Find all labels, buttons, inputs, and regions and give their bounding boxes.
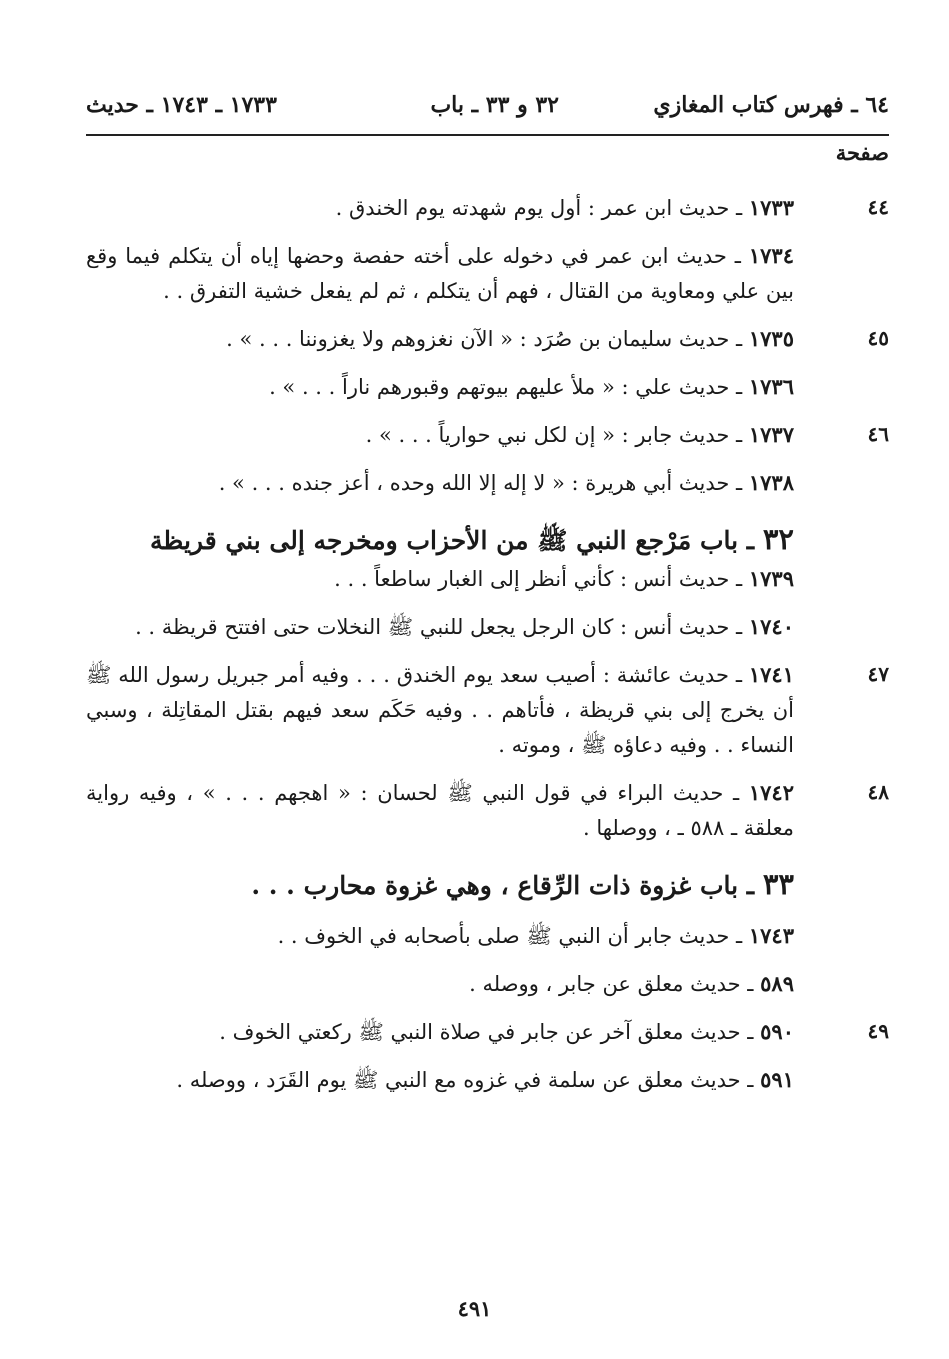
- page-column-label: صفحة: [835, 140, 889, 165]
- section-heading-33: [86, 864, 889, 906]
- entry-number: ١٧٣٨: [748, 470, 794, 495]
- entry-number: ٥٩١: [760, 1067, 794, 1092]
- index-entry: [86, 775, 889, 846]
- index-entry: [86, 966, 889, 1002]
- section-word: ـ باب: [699, 871, 755, 900]
- index-entry: [86, 609, 889, 645]
- entry-text: ـ حديث سليمان بن صُرَد : « الآن نغزوهم ولا يغزوننا . . . » .: [226, 327, 743, 351]
- entry-text: ـ حديث أنس : كان الرجل يجعل للنبي ﷺ النخلات حتى افتتح قريظة . .: [135, 615, 743, 639]
- entry-page: ٤٥: [867, 326, 889, 350]
- entry-text: ـ حديث ابن عمر في دخوله على أخته حفصة وحضها إياه أن يتكلم فيما وقع بين علي ومعاوية من القتال ، فهم أن يتكلم ، ثم لم يفعل خشية التفرق . .: [86, 244, 794, 303]
- entry-page: ٤٤: [867, 195, 889, 219]
- index-entry: [86, 1014, 889, 1050]
- entry-text: ـ حديث معلق عن سلمة في غزوه مع النبي ﷺ يوم القَرَد ، ووصله .: [176, 1068, 754, 1092]
- entry-text: ـ حديث أنس : كأني أنظر إلى الغبار ساطعاً . . .: [334, 567, 743, 591]
- entry-number: ١٧٣٧: [748, 422, 794, 447]
- entry-number: ١٧٣٦: [748, 374, 794, 399]
- entry-page: ٤٧: [867, 662, 889, 686]
- entry-text: ـ حديث البراء في قول النبي ﷺ لحسان : « اهجهم . . . » ، وفيه رواية معلقة ـ ٥٨٨ ـ ، ووصلها .: [86, 781, 794, 840]
- entry-text: ـ حديث جابر أن النبي ﷺ صلى بأصحابه في الخوف . .: [277, 924, 743, 948]
- index-entry: [86, 190, 889, 226]
- entry-number: ١٧٣٥: [748, 326, 794, 351]
- entry-number: ١٧٣٩: [748, 566, 794, 591]
- section-title: غزوة ذات الرِّقاع ، وهي غزوة محارب . . .: [251, 871, 692, 900]
- index-entry: [86, 918, 889, 954]
- index-entry: [86, 238, 889, 309]
- entry-page: ٤٦: [867, 422, 889, 446]
- entry-number: ١٧٤٣: [748, 923, 794, 948]
- running-header: [86, 92, 889, 128]
- section-number: ٣٣: [762, 867, 794, 901]
- entry-number: ١٧٤١: [748, 662, 794, 687]
- entry-text: ـ حديث أبي هريرة : « لا إله إلا الله وحده ، أعز جنده . . . » .: [218, 471, 743, 495]
- page-number: ٤٩١: [457, 1296, 492, 1321]
- entry-text: ـ حديث عائشة : أصيب سعد يوم الخندق . . . وفيه أمر جبريل رسول الله ﷺ أن يخرج إلى بني قريظة ، فأتاهم . . وفيه حَكَم سعد فيهم بقتل المقاتِلة ، وسبي النساء . . وفيه دعاؤه ﷺ ، وموته .: [86, 663, 794, 757]
- index-entry: [86, 417, 889, 453]
- header-hadith-range: ١٧٣٣ ـ ١٧٤٣ ـ حديث: [86, 92, 277, 118]
- entry-number: ٥٨٩: [760, 971, 794, 996]
- index-entry: [86, 321, 889, 357]
- index-entry: [86, 369, 889, 405]
- index-entry: [86, 1062, 889, 1098]
- index-entry: [86, 465, 889, 501]
- index-entry: [86, 561, 889, 597]
- section-heading-32: [86, 519, 889, 561]
- section-word: ـ باب: [699, 526, 755, 555]
- entry-number: ٥٩٠: [760, 1019, 794, 1044]
- header-sections: ٣٢ و ٣٣ ـ باب: [430, 92, 559, 118]
- section-number: ٣٢: [762, 522, 794, 556]
- entry-text: ـ حديث جابر : « إن لكل نبي حوارياً . . . » .: [365, 423, 743, 447]
- header-chapter: ٦٤ ـ فهرس كتاب المغازي: [653, 92, 889, 118]
- entry-page: ٤٨: [867, 780, 889, 804]
- entry-number: ١٧٤٢: [748, 780, 794, 805]
- entry-text: ـ حديث معلق عن جابر ، ووصله .: [469, 972, 754, 996]
- entry-text: ـ حديث معلق آخر عن جابر في صلاة النبي ﷺ ركعتي الخوف .: [219, 1020, 754, 1044]
- header-rule: [86, 134, 889, 136]
- section-title: مَرْجع النبي ﷺ من الأحزاب ومخرجه إلى بني قريظة: [150, 526, 692, 555]
- entry-number: ١٧٤٠: [748, 614, 794, 639]
- index-entry: [86, 657, 889, 763]
- entry-number: ١٧٣٤: [748, 243, 794, 268]
- entry-text: ـ حديث علي : « ملأ عليهم بيوتهم وقبورهم ناراً . . . » .: [269, 375, 743, 399]
- entry-page: ٤٩: [867, 1019, 889, 1043]
- index-entries: [86, 190, 889, 1098]
- entry-text: ـ حديث ابن عمر : أول يوم شهدته يوم الخندق .: [335, 196, 743, 220]
- entry-number: ١٧٣٣: [748, 195, 794, 220]
